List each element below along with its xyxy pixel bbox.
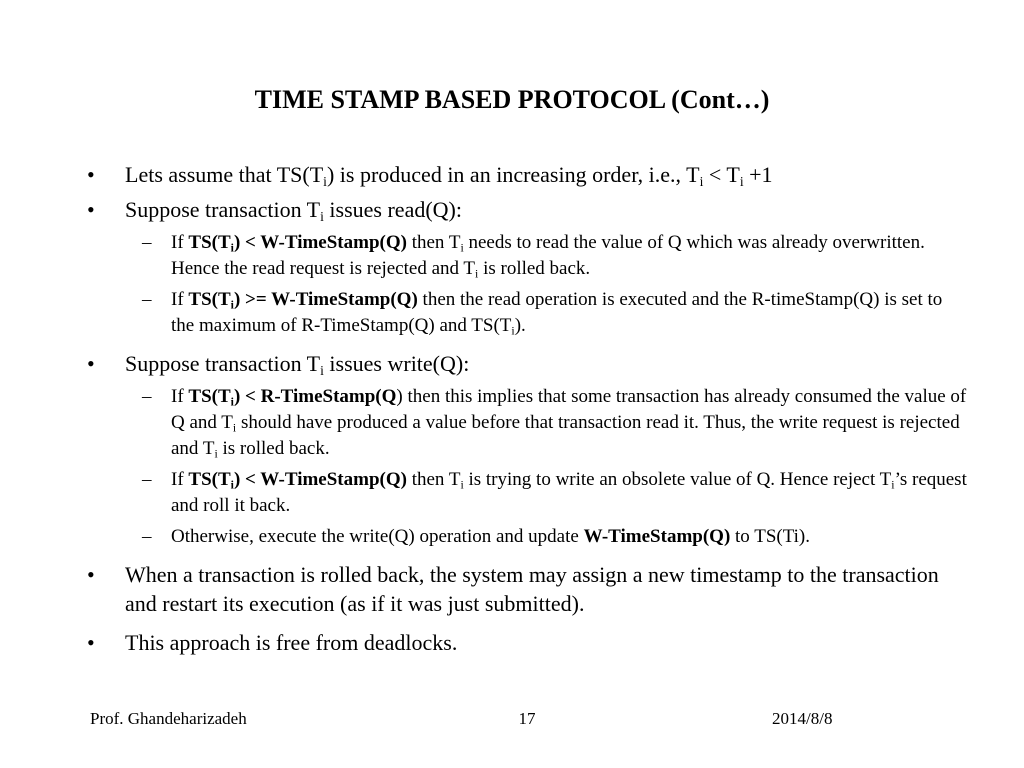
bullet-icon: •: [87, 197, 95, 222]
subscript: i: [230, 241, 234, 255]
footer-page-number: 17: [518, 709, 536, 728]
subscript: i: [891, 478, 895, 492]
text-span: is rolled back.: [217, 438, 330, 459]
dash-icon: –: [142, 526, 152, 547]
text-span: Suppose transaction T: [125, 351, 321, 376]
bold-span: W-TimeStamp(Q): [583, 526, 731, 547]
text-span: +1: [743, 162, 773, 187]
subscript: i: [475, 267, 479, 281]
sub-list-read: [87, 230, 967, 339]
text-span: Suppose transaction T: [125, 197, 321, 222]
dash-icon: –: [142, 469, 152, 490]
text-span: If: [171, 386, 189, 407]
text-span: ) is produced in an increasing order, i.e., T: [326, 162, 700, 187]
subscript: i: [323, 174, 327, 190]
text-span: should have produced a value before that transaction read it. Thus, the write request is rejected and T: [171, 412, 960, 459]
text-span: needs to read the value of Q which was already overwritten. Hence the read request is rejected and T: [171, 232, 925, 279]
text-span: If: [171, 469, 189, 490]
subscript: i: [320, 363, 324, 379]
text-span: issues write(Q):: [323, 351, 470, 376]
bold-span: ) < R-TimeStamp(Q: [233, 386, 397, 407]
text-span: is trying to write an obsolete value of Q. Hence reject T: [463, 469, 892, 490]
sub-item-read-executed: [87, 287, 967, 339]
text-span: If: [171, 289, 189, 310]
bullet-item-deadlock: [87, 628, 967, 657]
text-span: Lets assume that TS(T: [125, 162, 324, 187]
subscript: i: [320, 209, 324, 225]
slide-body: [87, 160, 967, 667]
bullet-icon: •: [87, 630, 95, 655]
bullet-item-read: [87, 195, 967, 224]
subscript: i: [511, 324, 515, 338]
bold-span: TS(T: [188, 289, 231, 310]
sub-list-write: [87, 384, 967, 550]
text-span: then T: [406, 469, 461, 490]
text-span: Otherwise, execute the write(Q) operation and update: [171, 526, 584, 547]
bold-span: TS(T: [188, 232, 231, 253]
text-span: to TS(Ti).: [730, 526, 811, 547]
text-span: ) then this implies that some transaction has already consumed the value of Q and T: [171, 386, 967, 433]
subscript: i: [460, 241, 464, 255]
text-span: is rolled back.: [478, 258, 591, 279]
bullet-icon: •: [87, 162, 95, 187]
text-span: ).: [514, 315, 526, 336]
bullet-item-ordering: [87, 160, 967, 189]
text-span: ’s request and roll it back.: [171, 469, 967, 516]
footer-author: Prof. Ghandeharizadeh: [90, 709, 247, 728]
sub-item-write-execute: [87, 524, 967, 550]
text-span: If: [171, 232, 189, 253]
sub-item-write-obsolete: [87, 467, 967, 519]
subscript: i: [460, 478, 464, 492]
bold-span: ) < W-TimeStamp(Q): [233, 469, 407, 490]
dash-icon: –: [142, 386, 152, 407]
bold-span: TS(T: [188, 386, 231, 407]
text-span: then the read operation is executed and the R-timeStamp(Q) is set to the maximum of R-TimeStamp(Q) and TS(T: [171, 289, 943, 336]
subscript: i: [739, 174, 744, 190]
subscript: i: [230, 395, 234, 409]
slide-title: TIME STAMP BASED PROTOCOL (Cont…): [254, 85, 770, 114]
bold-span: ) < W-TimeStamp(Q): [233, 232, 407, 253]
dash-icon: –: [142, 289, 152, 310]
bullet-icon: •: [87, 351, 95, 376]
bullet-item-write: [87, 349, 967, 378]
subscript: i: [232, 421, 237, 435]
dash-icon: –: [142, 232, 152, 253]
text-span: issues read(Q):: [323, 197, 462, 222]
sub-item-write-rejected: [87, 384, 967, 462]
text-span: then T: [406, 232, 461, 253]
bullet-item-rollback: [87, 560, 967, 618]
subscript: i: [699, 174, 704, 190]
bullet-icon: •: [87, 562, 95, 587]
text-span: < T: [703, 162, 740, 187]
footer-date: 2014/8/8: [772, 709, 833, 728]
bold-span: ) >= W-TimeStamp(Q): [233, 289, 418, 310]
subscript: i: [230, 478, 234, 492]
bold-span: TS(T: [188, 469, 231, 490]
subscript: i: [214, 447, 218, 461]
subscript: i: [230, 298, 234, 312]
text-span: When a transaction is rolled back, the system may assign a new timestamp to the transaction and restart its execution (as if it was just submitted).: [125, 562, 939, 616]
text-span: This approach is free from deadlocks.: [125, 630, 458, 655]
sub-item-read-rejected: [87, 230, 967, 282]
